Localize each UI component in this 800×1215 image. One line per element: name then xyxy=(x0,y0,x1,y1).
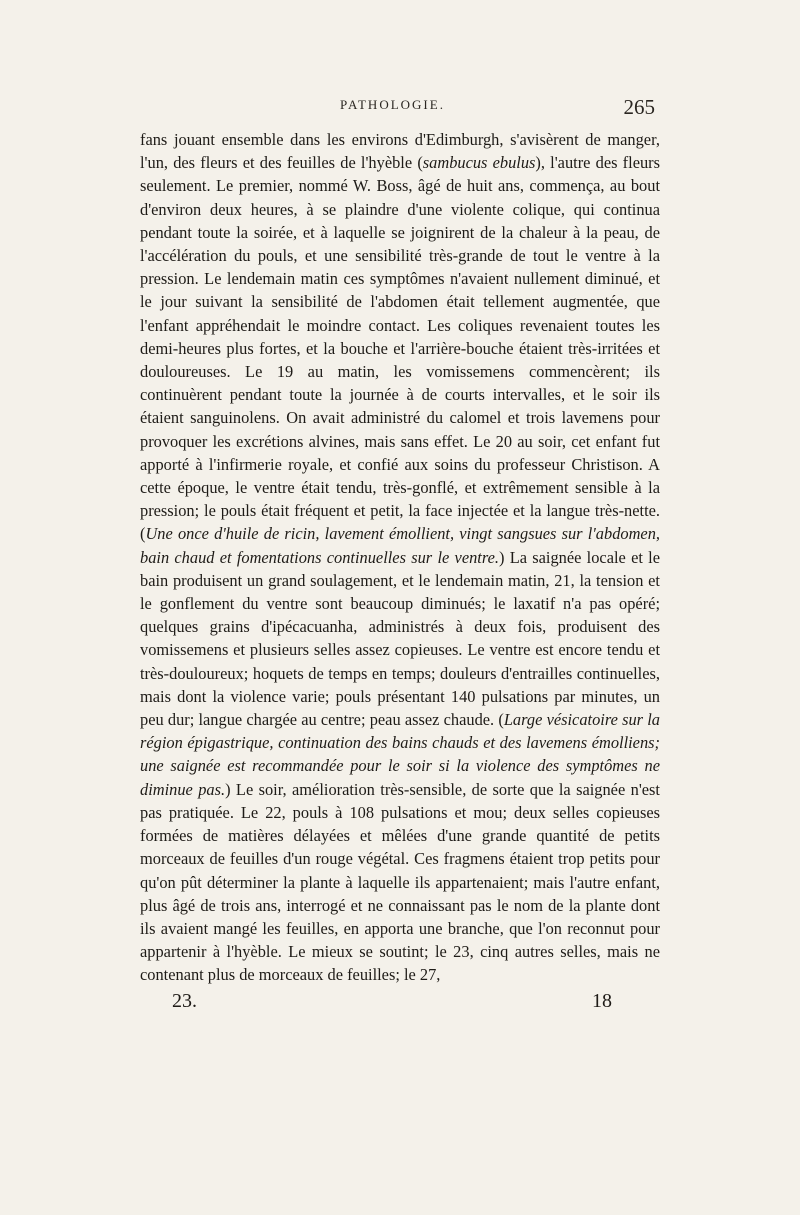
signature-mark-right: 18 xyxy=(592,990,612,1012)
page-header xyxy=(140,95,655,125)
text-run: ) Le soir, amélioration très-sensible, de sorte que la saignée n'est pas pratiquée. Le 22, pouls à 108 pulsations et mou; deux selles copieuses formées de matières délayées et mêlées d'une grande quantité de petits morceaux de feuilles d'un rouge végétal. Ces fragmens étaient trop petits pour qu'on pût déterminer la plante à laquelle ils appartenaient; mais l'autre enfant, plus âgé de trois ans, interrogé et ne connaissant pas le nom de la plante dont ils avaient mangé les feuilles, en apporta une branche, que l'on reconnut pour appartenir à l'hyèble. Le mieux se soutint; le 23, cinq autres selles, mais ne contenant plus de morceaux de feuilles; le 27, xyxy=(140,779,660,985)
italic-text-run: sambucus ebulus xyxy=(422,153,536,173)
page-number: 265 xyxy=(623,95,655,119)
signature-mark-left: 23. xyxy=(172,990,197,1012)
italic-text-run: Une once d'huile de ricin, lavement émollient, vingt sangsues sur l'abdomen, bain chaud et fomentations continuelles sur le ventre. xyxy=(140,524,660,567)
page-footer xyxy=(172,990,612,1020)
text-run: fans jouant ensemble dans les environs d'Edimburgh, s'avisèrent de manger, l'un, des fleurs et des feuilles de l'hyèble ( xyxy=(140,130,660,173)
italic-text-run: Large vésicatoire sur la région épigastrique, continuation des bains chauds et des lavemens émolliens; une saignée est recommandée pour le soir si la violence des symptômes ne diminue pas. xyxy=(140,710,660,799)
body-paragraph xyxy=(140,128,660,987)
running-title: PATHOLOGIE. xyxy=(340,97,445,112)
text-run: ), l'autre des fleurs seulement. Le premier, nommé W. Boss, âgé de huit ans, commença, au bout d'environ deux heures, à se plaindre d'une violente colique, qui continua pendant toute la soirée, et à laquelle se joignirent de la chaleur à la peau, de l'accélération du pouls, et une sensibilité très-grande de tout le ventre à la pression. Le lendemain matin ces symptômes n'avaient nullement diminué, et le jour suivant la sensibilité de l'abdomen était tellement augmentée, que l'enfant appréhendait le moindre contact. Les coliques revenaient toutes les demi-heures plus fortes, et la bouche et l'arrière-bouche étaient très-irritées et douloureuses. Le 19 au matin, les vomissemens commencèrent; ils continuèrent pendant toute la journée à de courts intervalles, et le soir ils étaient sanguinolens. On avait administré du calomel et trois lavemens pour provoquer les excrétions alvines, mais sans effet. Le 20 au soir, cet enfant fut apporté à l'infirmerie royale, et confié aux soins du professeur Christison. A cette époque, le ventre était tendu, très-gonflé, et extrêmement sensible à la pression; le pouls était fréquent et petit, la face injectée et la langue très-nette. ( xyxy=(140,153,660,544)
text-run: ) La saignée locale et le bain produisent un grand soulagement, et le lendemain matin, 21, la tension et le gonflement du ventre sont beaucoup diminués; le laxatif n'a pas opéré; quelques grains d'ipécacuanha, administrés à deux fois, produisent des vomissemens et plusieurs selles assez copieuses. Le ventre est encore tendu et très-douloureux; hoquets de temps en temps; douleurs d'entrailles continuelles, mais dont la violence varie; pouls présentant 140 pulsations par minutes, un peu dur; langue chargée au centre; peau assez chaude. ( xyxy=(140,547,660,730)
